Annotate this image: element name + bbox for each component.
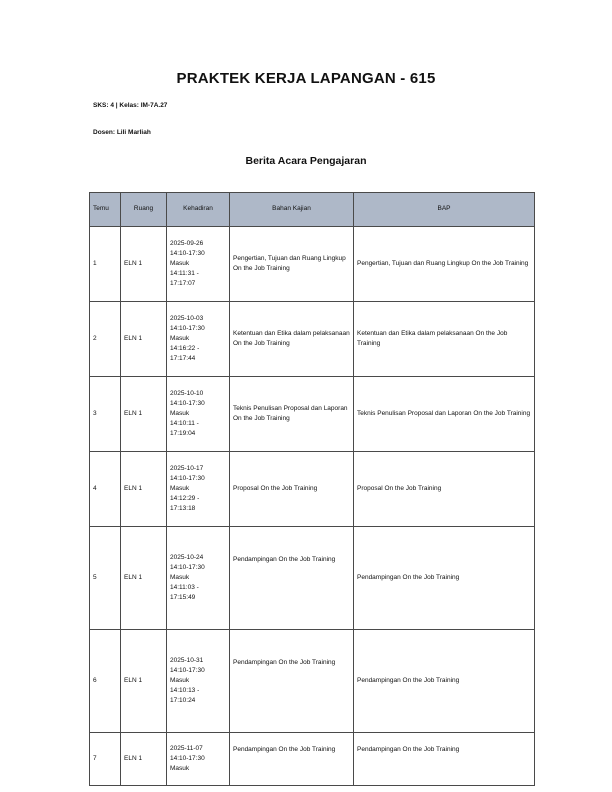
course-meta: SKS: 4 | Kelas: IM-7A.27	[93, 102, 168, 109]
kehadiran-cell: 2025-09-26 14:10-17:30 Masuk 14:11:31 - 17:17:07	[167, 227, 230, 302]
bap-cell: Teknis Penulisan Proposal dan Laporan On the Job Training	[354, 377, 535, 452]
ruang-cell: ELN 1	[121, 377, 167, 452]
bahan-kajian-cell: Ketentuan dan Etika dalam pelaksanaan On the Job Training	[230, 302, 354, 377]
bahan-kajian-cell: Pendampingan On the Job Training	[230, 630, 354, 733]
kehadiran-cell: 2025-10-10 14:10-17:30 Masuk 14:10:11 - 17:19:04	[167, 377, 230, 452]
ruang-cell: ELN 1	[121, 227, 167, 302]
table-row	[90, 377, 535, 452]
lecturer-line: Dosen: Lili Marliah	[93, 129, 151, 136]
bap-cell: Pendampingan On the Job Training	[354, 527, 535, 630]
temu-cell: 7	[90, 733, 121, 786]
temu-cell: 5	[90, 527, 121, 630]
table-row	[90, 227, 535, 302]
kehadiran-cell: 2025-10-17 14:10-17:30 Masuk 14:12:29 - 17:13:18	[167, 452, 230, 527]
header-bap: BAP	[354, 193, 535, 227]
bap-cell: Pendampingan On the Job Training	[354, 733, 535, 786]
ruang-cell: ELN 1	[121, 452, 167, 527]
table-row	[90, 733, 535, 786]
bap-cell: Pengertian, Tujuan dan Ruang Lingkup On the Job Training	[354, 227, 535, 302]
header-temu: Temu	[90, 193, 121, 227]
kehadiran-cell: 2025-10-03 14:10-17:30 Masuk 14:16:22 - 17:17:44	[167, 302, 230, 377]
section-subtitle: Berita Acara Pengajaran	[245, 155, 367, 167]
kehadiran-cell: 2025-11-07 14:10-17:30 Masuk	[167, 733, 230, 786]
table-row	[90, 452, 535, 527]
bahan-kajian-cell: Pendampingan On the Job Training	[230, 733, 354, 786]
ruang-cell: ELN 1	[121, 630, 167, 733]
bap-cell: Pendampingan On the Job Training	[354, 630, 535, 733]
document-title: PRAKTEK KERJA LAPANGAN - 615	[176, 70, 436, 87]
table-row	[90, 630, 535, 733]
kehadiran-cell: 2025-10-31 14:10-17:30 Masuk 14:10:13 - 17:10:24	[167, 630, 230, 733]
temu-cell: 3	[90, 377, 121, 452]
temu-cell: 1	[90, 227, 121, 302]
kehadiran-cell: 2025-10-24 14:10-17:30 Masuk 14:11:03 - 17:15:49	[167, 527, 230, 630]
bahan-kajian-cell: Pengertian, Tujuan dan Ruang Lingkup On the Job Training	[230, 227, 354, 302]
temu-cell: 4	[90, 452, 121, 527]
teaching-record-table	[89, 192, 535, 786]
ruang-cell: ELN 1	[121, 527, 167, 630]
table-row	[90, 302, 535, 377]
bahan-kajian-cell: Teknis Penulisan Proposal dan Laporan On the Job Training	[230, 377, 354, 452]
temu-cell: 2	[90, 302, 121, 377]
bahan-kajian-cell: Proposal On the Job Training	[230, 452, 354, 527]
header-bahan-kajian: Bahan Kajian	[230, 193, 354, 227]
header-ruang: Ruang	[121, 193, 167, 227]
ruang-cell: ELN 1	[121, 733, 167, 786]
bap-cell: Proposal On the Job Training	[354, 452, 535, 527]
table-row	[90, 527, 535, 630]
header-kehadiran: Kehadiran	[167, 193, 230, 227]
ruang-cell: ELN 1	[121, 302, 167, 377]
temu-cell: 6	[90, 630, 121, 733]
table-header-row	[90, 193, 535, 227]
bahan-kajian-cell: Pendampingan On the Job Training	[230, 527, 354, 630]
bap-cell: Ketentuan dan Etika dalam pelaksanaan On the Job Training	[354, 302, 535, 377]
